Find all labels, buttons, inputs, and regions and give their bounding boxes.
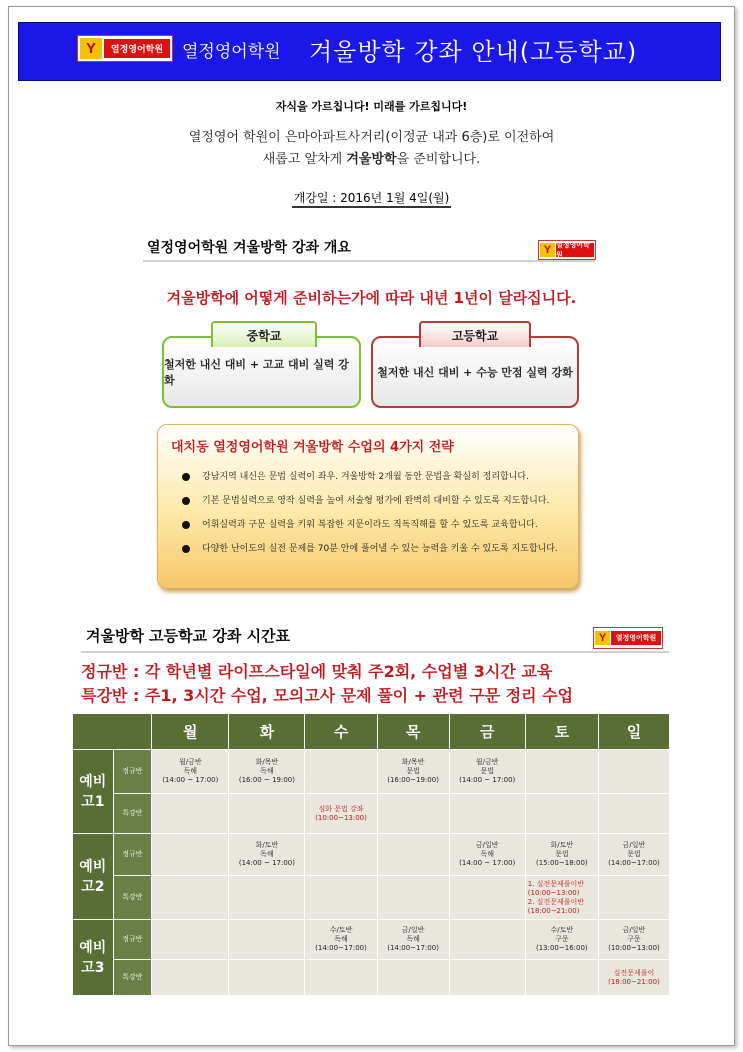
schedule-cell [305, 750, 377, 794]
day-header: 월 [152, 714, 229, 750]
list-item [166, 465, 576, 489]
class-type-label: 정규반 [113, 834, 152, 876]
schedule-cell [449, 920, 525, 960]
schedule-cell: 금/일반 구문 (10:00~13:00) [598, 920, 669, 960]
bullet-icon [182, 473, 190, 481]
table-row [73, 750, 670, 794]
schedule-cell [229, 876, 305, 920]
overview-headline: 겨울방학에 어떻게 준비하는가에 따라 내년 1년이 달라집니다. [166, 289, 577, 307]
overview-logo [538, 240, 596, 260]
schedule-cell [377, 960, 449, 996]
day-header: 화 [229, 714, 305, 750]
schedule-cell [598, 794, 669, 834]
logo-text: 열정영어학원 [611, 631, 661, 645]
schedule-cell [152, 794, 229, 834]
day-header: 금 [449, 714, 525, 750]
bullet-icon [182, 521, 190, 529]
intro-line-2 [9, 149, 734, 171]
timetable-logo [593, 627, 663, 649]
logo-mark: Y [80, 38, 102, 59]
header-corner [73, 714, 152, 750]
table-row [73, 920, 670, 960]
schedule-cell [377, 876, 449, 920]
schedule-cell [152, 876, 229, 920]
open-date-text: 개강일 : 2016년 1월 4일(월) [292, 191, 452, 208]
schedule-cell [229, 920, 305, 960]
strategy-list [166, 465, 576, 561]
timetable-header-row [73, 714, 670, 750]
day-header: 일 [598, 714, 669, 750]
strategy-title: 대치동 열정영어학원 겨울방학 수업의 4가지 전략 [171, 440, 454, 455]
grade-label: 예비 고2 [73, 834, 114, 920]
high-school-tab: 고등학교 [419, 321, 531, 347]
grade-label: 예비 고1 [73, 750, 114, 834]
logo-mark: Y [595, 631, 610, 645]
divider [143, 260, 595, 262]
schedule-cell [229, 960, 305, 996]
intro-line-2a: 새롭고 알차게 [262, 152, 347, 167]
table-row [73, 834, 670, 876]
grade-label: 예비 고3 [73, 920, 114, 996]
bullet-icon [182, 497, 190, 505]
strategy-text: 강남지역 내신은 문법 실력이 좌우. 겨울방학 2개월 동안 문법을 확실히 정리합니다. [202, 472, 529, 482]
schedule-cell [305, 834, 377, 876]
intro-line-1: 열정영어 학원이 은마아파트사거리(이정균 내과 6층)로 이전하여 [188, 130, 555, 145]
middle-school-text: 철저한 내신 대비 + 고교 대비 실력 강화 [164, 358, 349, 387]
intro-line-2b: 겨울방학 [346, 152, 397, 167]
overview-title: 열정영어학원 겨울방학 강좌 개요 [147, 240, 351, 256]
schedule-cell: 실전문제풀이 (18:00~21:00) [598, 960, 669, 996]
schedule-cell [377, 834, 449, 876]
schedule-cell: 월/금반 문법 (14:00 ~ 17:00) [449, 750, 525, 794]
schedule-cell [229, 794, 305, 834]
academy-logo [77, 35, 173, 62]
day-header: 목 [377, 714, 449, 750]
special-class-info: 특강반 : 주1, 3시간 수업, 모의고사 문제 풀이 + 관련 구문 정리 수업 [81, 686, 574, 705]
schedule-cell: 금/일반 문법 (14:00~17:00) [598, 834, 669, 876]
divider [81, 651, 669, 653]
slogan: 자식을 가르칩니다! 미래를 가르칩니다! [275, 100, 468, 113]
schedule-cell: 수/토반 독해 (14:00~17:00) [305, 920, 377, 960]
strategy-text: 어휘실력과 구문 실력을 키워 복잡한 지문이라도 직독직해를 할 수 있도록 교육합니다. [202, 520, 538, 530]
class-type-label: 특강반 [113, 794, 152, 834]
intro-text [9, 127, 734, 171]
title-banner [18, 22, 721, 81]
day-header: 수 [305, 714, 377, 750]
list-item [166, 489, 576, 513]
schedule-cell [152, 834, 229, 876]
timetable-title: 겨울방학 고등학교 강좌 시간표 [86, 627, 291, 645]
schedule-cell [305, 960, 377, 996]
schedule-cell: 금/일반 독해 (14:00 ~ 17:00) [449, 834, 525, 876]
schedule-cell: 심화 문법 강좌 (10:00~13:00) [305, 794, 377, 834]
table-row [73, 876, 670, 920]
intro-line-2c: 을 준비합니다. [396, 152, 481, 167]
schedule-cell [449, 876, 525, 920]
class-type-label: 특강반 [113, 876, 152, 920]
class-type-label: 특강반 [113, 960, 152, 996]
strategy-box [157, 424, 579, 589]
schedule-cell: 금/일반 독해 (14:00~17:00) [377, 920, 449, 960]
schedule-cell [152, 920, 229, 960]
schedule-cell: 월/금반 독해 (14:00 ~ 17:00) [152, 750, 229, 794]
logo-text: 열정영어학원 [556, 243, 594, 257]
schedule-cell [525, 960, 598, 996]
schedule-cell: 화/목반 독해 (16:00 ~ 19:00) [229, 750, 305, 794]
schedule-cell: 화/토반 독해 (14:00 ~ 17:00) [229, 834, 305, 876]
schedule-cell [525, 794, 598, 834]
logo-mark: Y [540, 243, 555, 257]
list-item [166, 537, 576, 561]
regular-class-info: 정규반 : 각 학년별 라이프스타일에 맞춰 주2회, 수업별 3시간 교육 [81, 662, 553, 681]
document-page [8, 6, 735, 1046]
schedule-cell [525, 750, 598, 794]
schedule-cell [598, 750, 669, 794]
schedule-cell [449, 960, 525, 996]
schedule-cell [377, 794, 449, 834]
schedule-cell: 화/목반 문법 (16:00~19:00) [377, 750, 449, 794]
strategy-text: 기본 문법실력으로 영작 실력을 높여 서술형 평가에 완벽히 대비할 수 있도록 지도합니다. [202, 496, 550, 506]
schedule-cell [449, 794, 525, 834]
strategy-text: 다양한 난이도의 실전 문제를 70분 안에 풀어낼 수 있는 능력을 키울 수 있도록 지도합니다. [202, 544, 558, 554]
middle-school-tab: 중학교 [211, 321, 317, 347]
day-header: 토 [525, 714, 598, 750]
list-item [166, 513, 576, 537]
class-type-label: 정규반 [113, 750, 152, 794]
schedule-cell: 화/토반 문법 (15:00~18:00) [525, 834, 598, 876]
logo-text: 열정영어학원 [104, 39, 170, 58]
high-school-text: 철저한 내신 대비 + 수능 만점 실력 강화 [377, 366, 573, 379]
class-type-label: 정규반 [113, 920, 152, 960]
schedule-cell: 수/토반 구문 (13:00~16:00) [525, 920, 598, 960]
schedule-cell: 1. 실전문제풀이반 (10:00~13:00) 2. 실전문제풀이반 (18:00~21:00) [525, 876, 598, 920]
academy-name: 열정영어학원 [182, 42, 281, 62]
bullet-icon [182, 545, 190, 553]
table-row [73, 794, 670, 834]
schedule-cell [152, 960, 229, 996]
schedule-cell [305, 876, 377, 920]
table-row [73, 960, 670, 996]
open-date [9, 189, 734, 206]
page-title: 겨울방학 강좌 안내(고등학교) [309, 38, 638, 66]
schedule-cell [598, 876, 669, 920]
timetable [72, 713, 670, 996]
